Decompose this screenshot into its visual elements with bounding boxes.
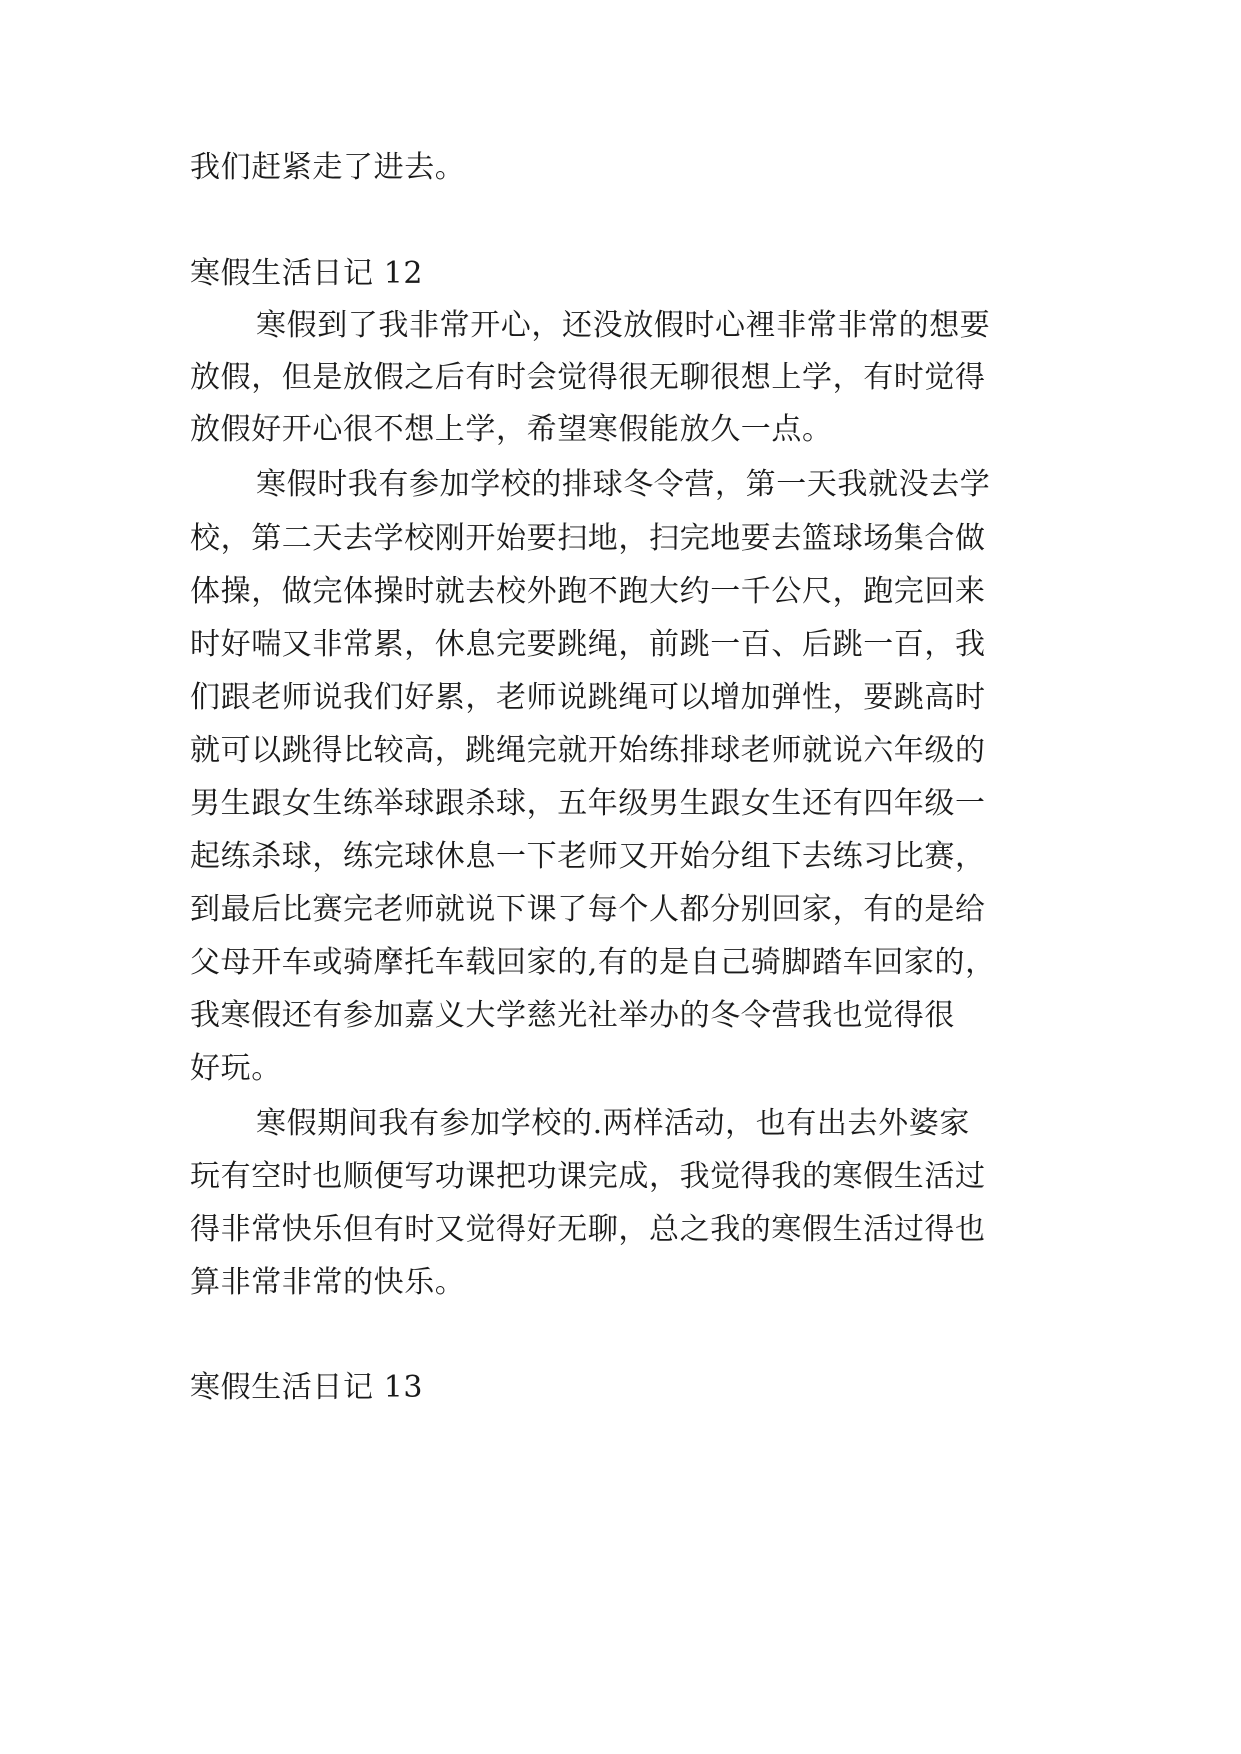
text-line: 起练杀球，练完球休息一下老师又开始分组下去练习比赛， [190,839,986,874]
text-line: 就可以跳得比较高，跳绳完就开始练排球老师就说六年级的 [190,733,986,768]
text-line: 玩有空时也顺便写功课把功课完成，我觉得我的寒假生活过 [190,1159,986,1194]
diary-heading: 寒假生活日记 13 [190,1370,424,1405]
text-line: 男生跟女生练举球跟杀球，五年级男生跟女生还有四年级一 [190,786,986,821]
text-line: 校，第二天去学校刚开始要扫地，扫完地要去篮球场集合做 [190,521,986,556]
diary-heading: 寒假生活日记 12 [190,256,424,291]
text-line: 放假，但是放假之后有时会觉得很无聊很想上学，有时觉得 [190,360,986,395]
paragraph-first-line: 寒假时我有参加学校的排球冬令营，第一天我就没去学 [256,467,991,502]
text-line: 好玩。 [190,1051,282,1086]
text-line: 父母开车或骑摩托车载回家的,有的是自己骑脚踏车回家的， [190,945,996,980]
text-line: 们跟老师说我们好累，老师说跳绳可以增加弹性，要跳高时 [190,680,986,715]
paragraph-first-line: 寒假期间我有参加学校的.两样活动，也有出去外婆家 [256,1106,970,1141]
text-line: 时好喘又非常累，休息完要跳绳，前跳一百、后跳一百，我 [190,627,986,662]
text-line: 我寒假还有参加嘉义大学慈光社举办的冬令营我也觉得很 [190,998,955,1033]
text-line: 得非常快乐但有时又觉得好无聊，总之我的寒假生活过得也 [190,1212,986,1247]
text-line: 体操，做完体操时就去校外跑不跑大约一千公尺，跑完回来 [190,574,986,609]
text-line: 放假好开心很不想上学，希望寒假能放久一点。 [190,412,833,447]
paragraph-first-line: 寒假到了我非常开心，还没放假时心裡非常非常的想要 [256,308,991,343]
text-line: 到最后比赛完老师就说下课了每个人都分别回家，有的是给 [190,892,986,927]
text-line: 算非常非常的快乐。 [190,1265,466,1300]
text-line: 我们赶紧走了进去。 [190,150,466,185]
